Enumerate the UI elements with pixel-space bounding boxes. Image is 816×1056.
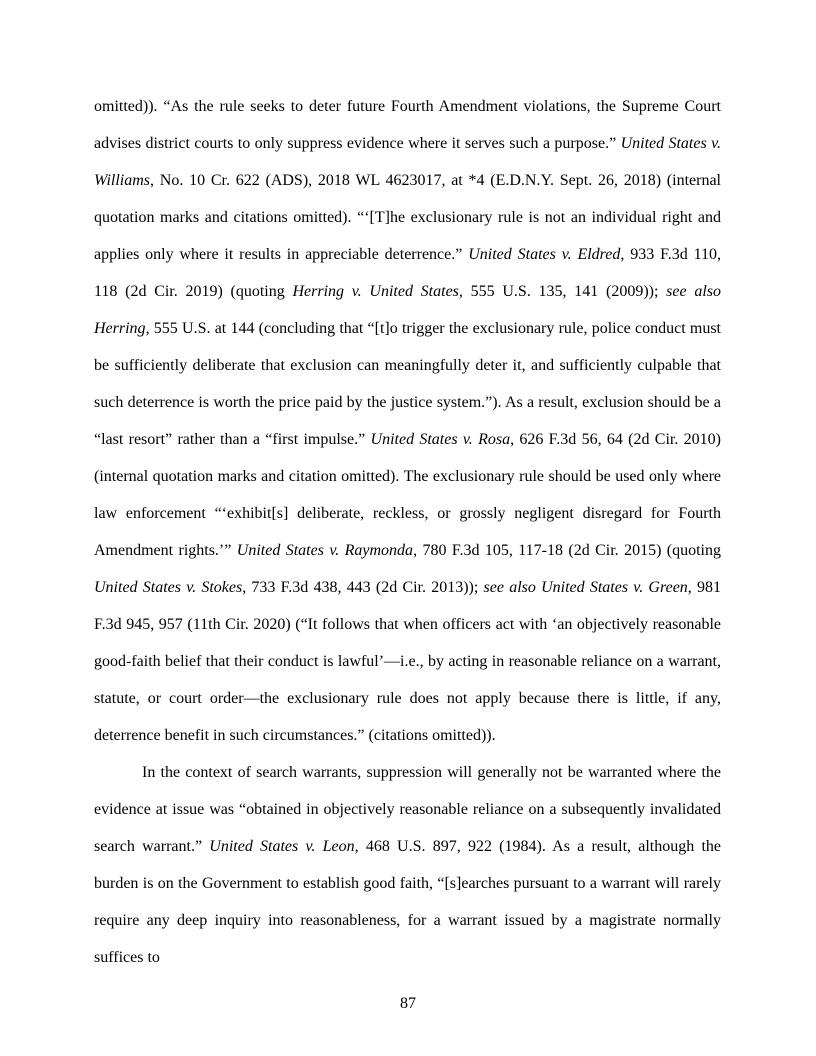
text-segment: , No. 10 Cr. 622 (ADS), 2018 WL 4623017, at *4 (E.D.N.Y. Sept. 26, 2018) (internal quotation marks and citations omitted). “‘[T]he exclusionary rule is not an individual right and applies only where it results in appreciable deterrence.” [94, 172, 721, 263]
case-citation-italic: Herring v. United States [292, 283, 459, 300]
text-segment: , 981 F.3d 945, 957 (11th Cir. 2020) (“It follows that when officers act with ‘an objectively reasonable good-faith belief that their conduct is lawful’—i.e., by acting in reasonable reliance on a warrant, statute, or court order—the exclusionary rule does not apply because there is little, if any, deterrence benefit in such circumstances.” (citations omitted)). [94, 579, 722, 744]
case-citation-italic: see also United States v. Green [483, 579, 688, 596]
text-segment: , 555 U.S. at 144 (concluding that “[t]o trigger the exclusionary rule, police conduct must be sufficiently deliberate that exclusion can meaningfully deter it, and sufficiently culpable that such deterrence is worth the price paid by the justice system.”). As a result, exclusion should be a “last resort” rather than a “first impulse.” [94, 320, 721, 448]
page-number: 87 [400, 995, 416, 1012]
case-citation-italic: United States v. Rosa [370, 431, 511, 448]
body-paragraph [94, 88, 721, 754]
case-citation-italic: United States v. Williams [94, 135, 721, 189]
text-segment: In the context of search warrants, suppression will generally not be warranted where the evidence at issue was “obtained in objectively reasonable reliance on a subsequently invalidated search warrant.” [94, 764, 721, 855]
case-citation-italic: United States v. Stokes [94, 579, 243, 596]
text-segment: , 555 U.S. 135, 141 (2009)); [458, 283, 667, 300]
body-paragraph [94, 754, 721, 976]
document-body [94, 88, 721, 976]
text-segment: , 780 F.3d 105, 117-18 (2d Cir. 2015) (quoting [413, 542, 722, 559]
text-segment: , 468 U.S. 897, 922 (1984). As a result, although the burden is on the Government to establish good faith, “[s]earches pursuant to a warrant will rarely require any deep inquiry into reasonableness, for a warrant issued by a magistrate normally suffices to [94, 838, 721, 966]
case-citation-italic: United States v. Eldred [468, 246, 621, 263]
case-citation-italic: see also Herring [94, 283, 722, 337]
case-citation-italic: United States v. Leon [209, 838, 355, 855]
text-segment: omitted)). “As the rule seeks to deter future Fourth Amendment violations, the Supreme Court advises district courts to only suppress evidence where it serves such a purpose.” [94, 98, 721, 152]
text-segment: , 733 F.3d 438, 443 (2d Cir. 2013)); [242, 579, 484, 596]
text-segment: , 933 F.3d 110, 118 (2d Cir. 2019) (quoting [94, 246, 721, 300]
case-citation-italic: United States v. Raymonda [236, 542, 414, 559]
text-segment: , 626 F.3d 56, 64 (2d Cir. 2010) (internal quotation marks and citation omitted). The exclusionary rule should be used only where law enforcement “‘exhibit[s] deliberate, reckless, or grossly negligent disregard for Fourth Amendment rights.’” [94, 431, 721, 559]
page-footer [0, 994, 816, 1014]
